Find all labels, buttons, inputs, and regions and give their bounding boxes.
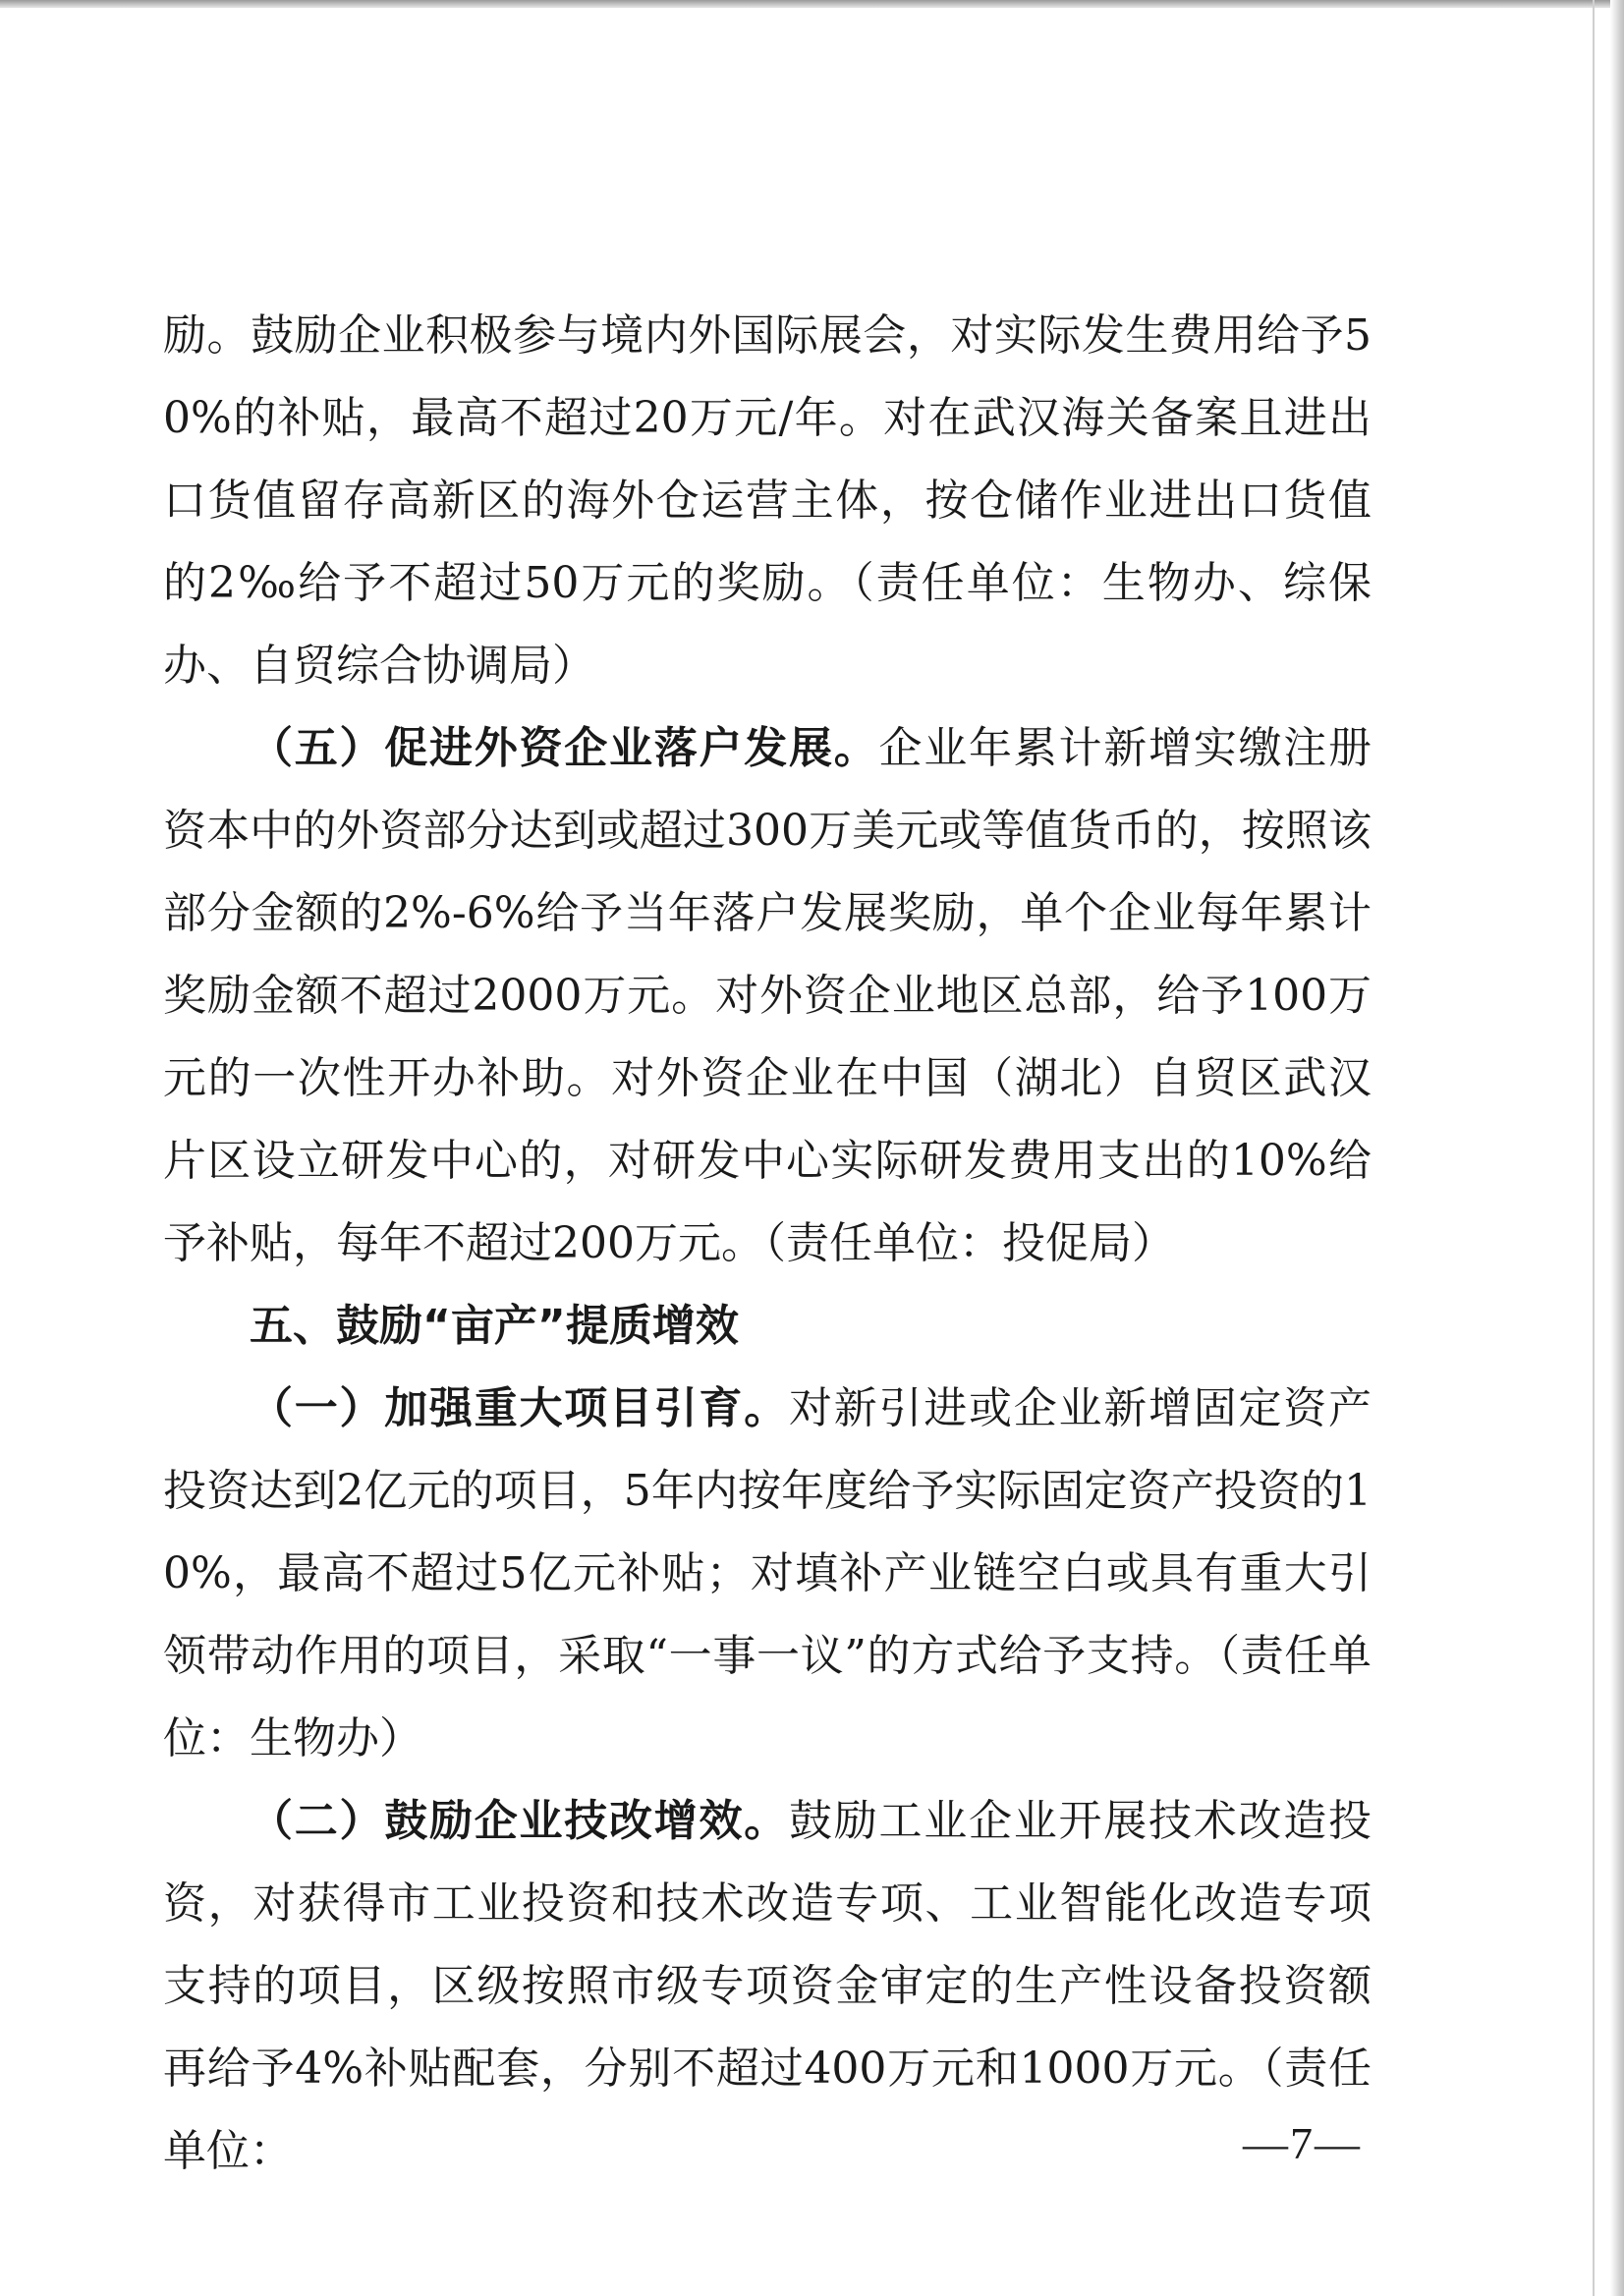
paragraph-text: 鼓励工业企业开展技术改造投资，对获得市工业投资和技术改造专项、工业智能化改造专项支持的项目，区级按照市级专项资金审定的生产性设备投资额再给予4%补贴配套，分别不超过400万元和1000万元。（责任单位： [163, 1796, 1372, 2176]
paragraph-lead: （二）鼓励企业技改增效。 [250, 1796, 789, 1846]
paragraph-text: 对新引进或企业新增固定资产投资达到2亿元的项目，5年内按年度给予实际固定资产投资的10%，最高不超过5亿元补贴；对填补产业链空白或具有重大引领带动作用的项目，采取“一事一议”的方式给予支持。（责任单位：生物办） [163, 1383, 1372, 1764]
paragraph-foreign-investment [163, 707, 1372, 1285]
paragraph-text: 励。鼓励企业积极参与境内外国际展会，对实际发生费用给予50%的补贴，最高不超过20万元/年。对在武汉海关备案且进出口货值留存高新区的海外仓运营主体，按仓储作业进出口货值的2‰给予不超过50万元的奖励。（责任单位：生物办、综保办、自贸综合协调局） [163, 310, 1372, 691]
section-heading: 五、鼓励“亩产”提质增效 [250, 1301, 739, 1351]
page-number: —7— [1243, 2118, 1362, 2168]
paragraph-major-projects [163, 1368, 1372, 1780]
scan-edge-line [1593, 0, 1595, 2296]
scan-edge-top [0, 0, 1624, 8]
paragraph-text: 企业年累计新增实缴注册资本中的外资部分达到或超过300万美元或等值货币的，按照该部分金额的2%-6%给予当年落户发展奖励，单个企业每年累计奖励金额不超过2000万元。对外资企业地区总部，给予100万元的一次性开办补助。对外资企业在中国（湖北）自贸区武汉片区设立研发中心的，对研发中心实际研发费用支出的10%给予补贴，每年不超过200万元。（责任单位：投促局） [163, 723, 1372, 1268]
paragraph-tech-upgrade [163, 1780, 1372, 2193]
scan-edge-right [1610, 0, 1624, 2296]
paragraph-lead: （五）促进外资企业落户发展。 [250, 723, 879, 773]
paragraph-lead: （一）加强重大项目引育。 [250, 1383, 789, 1433]
document-body [163, 295, 1372, 2193]
paragraph-continuation [163, 295, 1372, 707]
